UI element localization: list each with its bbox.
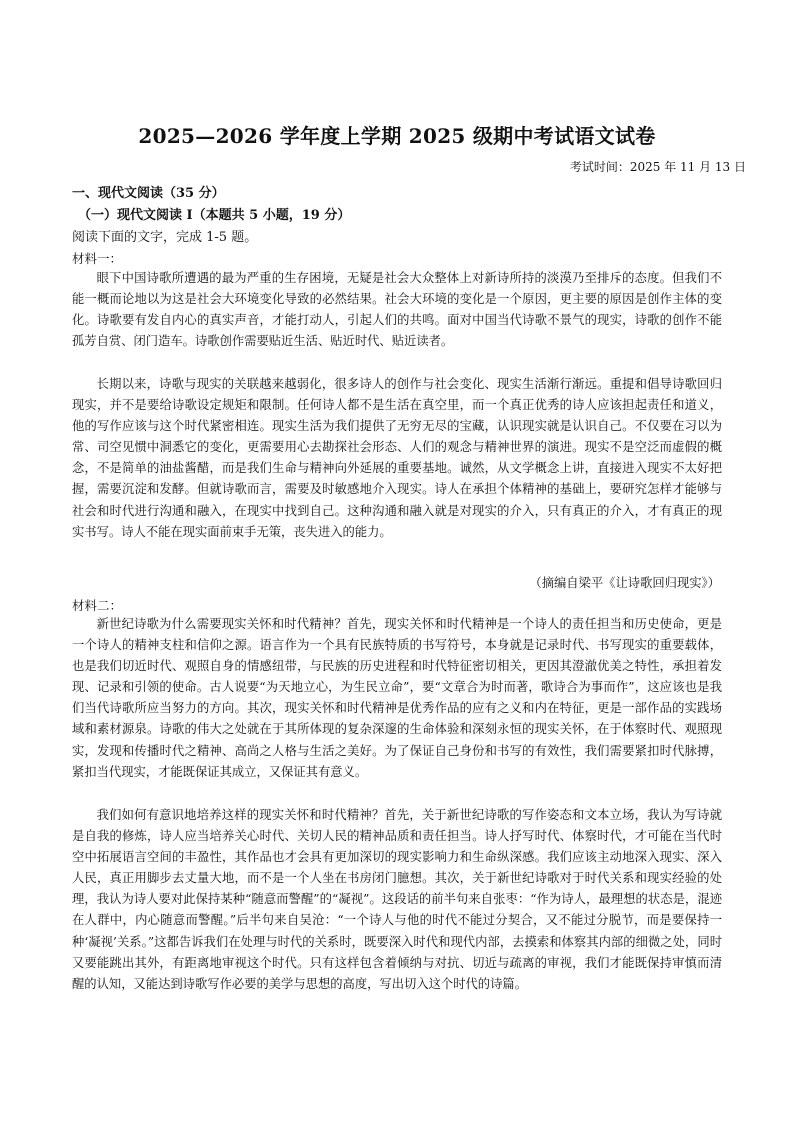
material-1-source: （摘编自梁平《让诗歌回归现实》） <box>529 576 720 590</box>
material-2-paragraph-1: 新世纪诗歌为什么需要现实关怀和时代精神？首先，现实关怀和时代精神是一个诗人的责任担当和历史使命，更是一个诗人的精神支柱和信仰之源。语言作为一个具有民族特质的书写符号，本身就是记录时代、书写现实的重要载体，也是我们切近时代、观照自身的情感纽带，与民族的历史进程和时代特征密切相关，更因其澄澈优美之特性，承担着发现、记录和引领的使命。古人说要“为天地立心，为生民立命”，要“文章合为时而著，歌诗合为事而作”，这应该也是我们当代诗歌所应当努力的方向。其次，现实关怀和时代精神是优秀作品的应有之义和内在特征，更是一部作品的实践场域和素材源泉。诗歌的伟大之处就在于其所体现的复杂深邃的生命体验和深刻永恒的现实关怀，在于体察时代、观照现实，发现和传播时代之精神、高尚之人格与生活之美好。为了保证自己身份和书写的有效性，我们需要紧扣时代脉搏，紧扣当代现实，才能既保证其成立，又保证其有意义。 <box>72 617 722 779</box>
material-1-paragraph-2: 长期以来，诗歌与现实的关联越来越弱化，很多诗人的创作与社会变化、现实生活渐行渐远。重提和倡导诗歌回归现实，并不是要给诗歌设定规矩和限制。任何诗人都不是生活在真空里，而一个真正优秀的诗人应该担起责任和道义，他的写作应该与这个时代紧密相连。现实生活为我们提供了无穷无尽的宝藏，认识现实就是认识自己。不仅要在习以为常、司空见惯中洞悉它的变化，更需要用心去勘探社会形态、人们的观念与精神世界的演进。现实不是空泛而虚假的概念，不是简单的油盐酱醋，而是我们生命与精神向外延展的重要基地。诚然，从文学概念上讲，直接进入现实不太好把握，需要沉淀和发酵。但就诗歌而言，需要及时敏感地介入现实。诗人在承担个体精神的基础上，要研究怎样才能够与社会和时代进行沟通和融入，在现实中找到自己。这种沟通和融入就是对现实的介入，只有真正的介入，才有真正的现实书写。诗人不能在现实面前束手无策，丧失进入的能力。 <box>72 377 722 539</box>
exam-title: 2025—2026 学年度上学期 2025 级期中考试语文试卷 <box>138 124 656 148</box>
material-2-paragraph-2: 我们如何有意识地培养这样的现实关怀和时代精神？首先，关于新世纪诗歌的写作姿态和文本立场，我认为写诗就是自我的修炼，诗人应当培养关心时代、关切人民的精神品质和责任担当。诗人抒写时代、体察时代，才可能在当代时空中拓展语言空间的丰盈性，其作品也才会具有更加深切的现实影响力和生命纵深感。我们应该主动地深入现实、深入人民，真正用脚步去丈量大地，而不是一个人坐在书房闭门臆想。其次，关于新世纪诗歌对于时代关系和现实经验的处理，我认为诗人要对此保持某种“随意而警醒”的“凝视”。这段话的前半句来自张枣：“作为诗人，最理想的状态是，混迹在人群中，内心随意而警醒。”后半句来自吴沧：“一个诗人与他的时代不能过分契合，又不能过分脱节，而是要保持一种‘凝视’关系。”这都告诉我们在处理与时代的关系时，既要深入时代和现代内部，去摸索和体察其内部的细微之处，同时又要能跳出其外，有距离地审视这个时代。只有这样包含着倾纳与对抗、切近与疏离的审视，我们才能既保持审慎而清醒的认知，又能达到诗歌写作必要的美学与思想的高度，写出切入这个时代的诗篇。 <box>72 808 722 991</box>
material-1-paragraph-1: 眼下中国诗歌所遭遇的最为严重的生存困境，无疑是社会大众整体上对新诗所持的淡漠乃至排斥的态度。但我们不能一概而论地以为这是社会大环境变化导致的必然结果。社会大环境的变化是一个原因，更主要的原因是创作主体的变化。诗歌要有发自内心的真实声音，才能打动人，引起人们的共鸣。面对中国当代诗歌不景气的现实，诗歌的创作不能孤芳自赏、闭门造车。诗歌创作需要贴近生活、贴近时代、贴近读者。 <box>72 271 722 349</box>
subsection-heading: （一）现代文阅读 I（本题共 5 小题，19 分） <box>78 208 351 223</box>
section-heading: 一、现代文阅读（35 分） <box>72 186 225 201</box>
material-1-label: 材料一： <box>72 251 123 266</box>
exam-time: 考试时间：2025 年 11 月 13 日 <box>569 160 746 174</box>
material-2-label: 材料二： <box>72 598 123 613</box>
reading-instruction: 阅读下面的文字，完成 1-5 题。 <box>72 230 258 245</box>
